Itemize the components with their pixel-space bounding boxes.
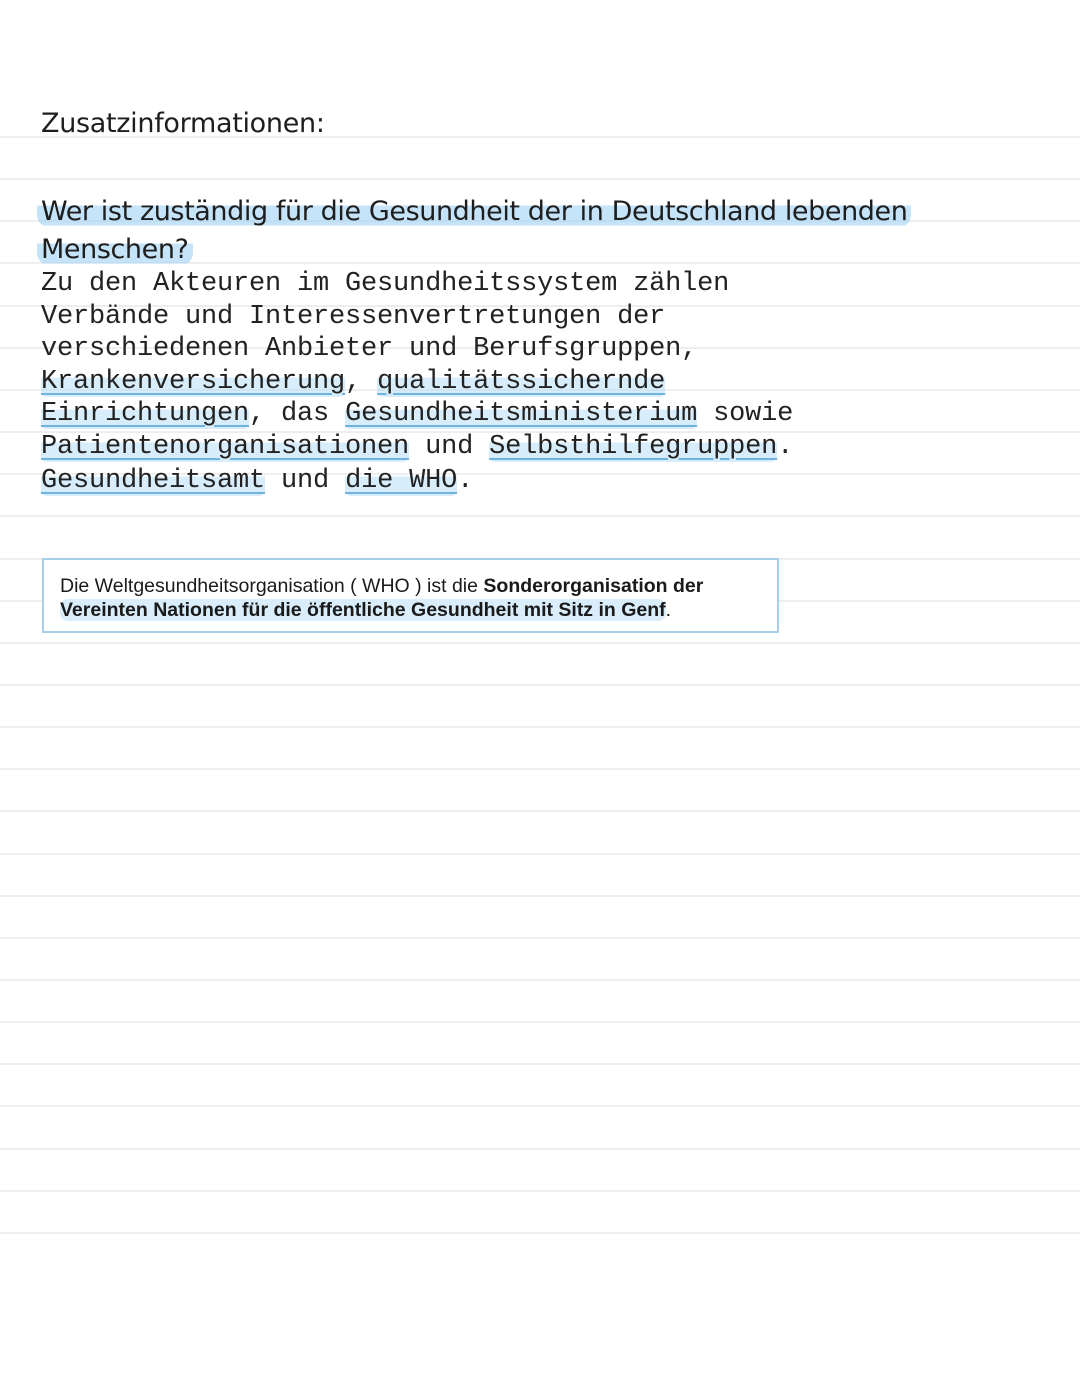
question-highlight: Wer ist zuständig für die Gesundheit der in Deutschland lebenden Menschen? [37, 196, 911, 265]
highlighted-term: Gesundheitsamt [41, 466, 266, 496]
info-box-bold: Sonderorganisation der [483, 575, 704, 597]
who-info-box: Die Weltgesundheitsorganisation ( WHO ) ist die Sonderorganisation der Vereinten Nationen für die öffentliche Gesundheit mit Sitz in Genf. [42, 558, 779, 633]
section-heading: Zusatzinformationen: [41, 108, 325, 139]
paragraph-line: Patientenorganisationen und Selbsthilfegruppen. [41, 431, 794, 462]
paragraph-line: Zu den Akteuren im Gesundheitssystem zählen [41, 269, 730, 299]
highlighted-term: Selbsthilfegruppen [489, 431, 778, 462]
paragraph-line: Krankenversicherung, qualitätssichernde [41, 366, 666, 397]
paragraph-line: verschiedenen Anbieter und Berufsgruppen, [41, 334, 698, 364]
highlighted-term: Krankenversicherung [41, 366, 346, 397]
paragraph-line: Verbände und Interessenvertretungen der [41, 301, 666, 332]
answer-paragraph [41, 268, 1041, 498]
highlighted-term: die WHO [345, 466, 458, 496]
info-box-text: Die Weltgesundheitsorganisation ( WHO ) ist die [60, 575, 484, 597]
highlighted-term: Einrichtungen [41, 399, 250, 429]
highlighted-term: Patientenorganisationen [41, 431, 410, 462]
question-text [41, 193, 941, 269]
paragraph-line: Gesundheitsamt und die WHO. [41, 466, 474, 496]
paragraph-line: Einrichtungen, das Gesundheitsministerium sowie [41, 399, 794, 429]
highlighted-term: qualitätssichernde [377, 366, 666, 397]
info-box-bold-highlighted: Vereinten Nationen für die öffentliche Gesundheit mit Sitz in Genf [60, 599, 666, 621]
highlighted-term: Gesundheitsministerium [345, 399, 698, 429]
